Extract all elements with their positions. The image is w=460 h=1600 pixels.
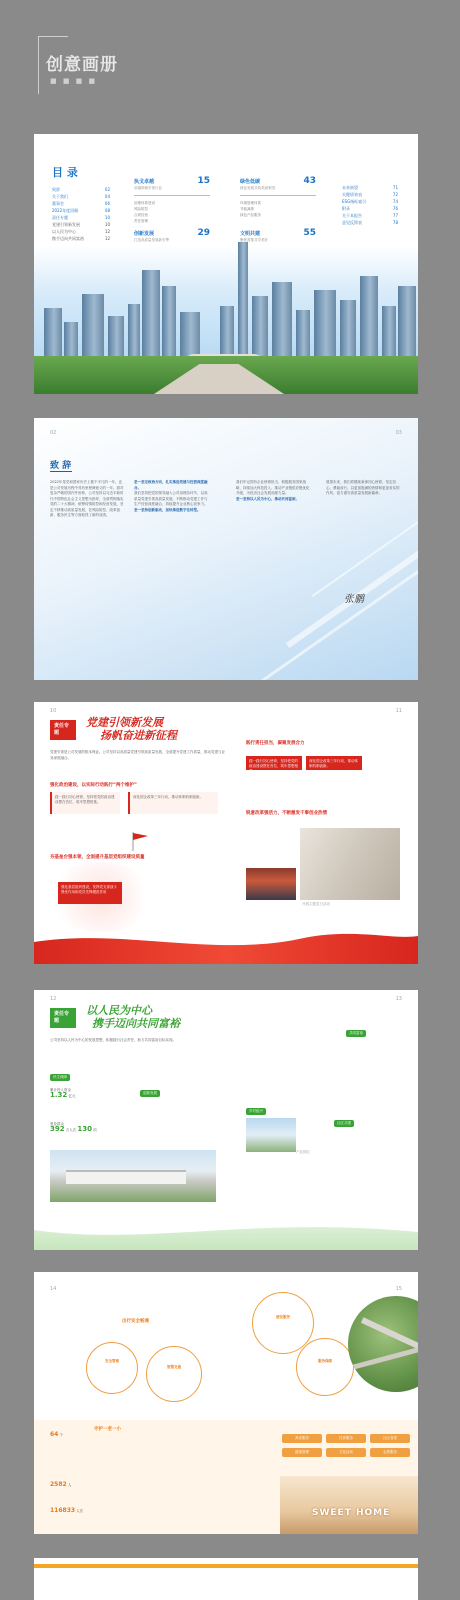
sweet-home-text: SWEET HOME <box>312 1508 391 1518</box>
speech-page <box>34 418 418 680</box>
stat-block <box>50 1122 160 1133</box>
stat-block <box>50 1482 71 1488</box>
speech-paragraph: 我们牢记国有企业使命担当，积极服务国家战略，持续加大科技投入，推动产业链供应链优化升级，为经济社会发展贡献力量。 <box>236 480 310 495</box>
chapter-item-label: 绿色产品服务 <box>240 212 261 217</box>
chapter-item-label: 环境管理体系 <box>240 200 261 205</box>
page-number: 14 <box>50 1286 57 1292</box>
intro-text: 公司坚持以人民为中心的发展思想，积极践行社会责任，助力共同富裕目标实现。 <box>50 1038 176 1042</box>
toc-right-list <box>342 184 398 226</box>
stat-unit: 人 <box>67 1483 72 1487</box>
stat-value: 1.32 <box>50 1091 68 1099</box>
chapter-number: 29 <box>197 228 210 238</box>
toc-item[interactable] <box>342 205 398 212</box>
family-photo <box>280 1476 418 1534</box>
section-tag: 责任专题 <box>50 1008 76 1028</box>
title-line: 党建引领新发展 <box>86 716 163 729</box>
toc-item-page: 06 <box>104 201 110 206</box>
people-page <box>34 990 418 1250</box>
subsection-heading: 出行安全畅通 <box>122 1319 149 1324</box>
speech-highlight: 坚一坚持创新驱动，加快推进数字化转型。 <box>134 507 201 512</box>
chapter-item-label: 治理体系建设 <box>134 200 155 205</box>
section-title <box>86 716 177 742</box>
stat-unit: 个 <box>59 1433 63 1437</box>
community-page <box>34 1272 418 1534</box>
service-pill: 托育服务 <box>326 1434 366 1443</box>
toc-item-page: 02 <box>104 187 110 192</box>
toc-item-label: 关于我们 <box>52 194 68 199</box>
category-chip: 民生保障 <box>50 1074 70 1081</box>
industrial-park-photo <box>50 1150 216 1202</box>
service-pill: 健康管理 <box>282 1448 322 1457</box>
speech-col-2 <box>134 480 208 513</box>
service-pill: 文化活动 <box>326 1448 366 1457</box>
page-number: 11 <box>395 708 402 714</box>
toc-item[interactable] <box>342 212 398 219</box>
speech-title: 致 辞 <box>50 461 72 471</box>
toc-item[interactable] <box>52 186 110 193</box>
toc-item[interactable] <box>52 221 110 228</box>
toc-item-page: 12 <box>104 229 110 234</box>
speech-col-4: 展望未来，我们将继续秉承初心使命，坚定信心、勇毅前行，以更加饱满的热情和更加务实的作风，奋力谱写高质量发展新篇章。 <box>326 480 400 495</box>
page-number: 12 <box>50 996 57 1002</box>
green-wave-decoration <box>34 1216 418 1250</box>
circle-heading: 安全管理 <box>105 1359 119 1363</box>
building-photo <box>246 1118 296 1152</box>
toc-item-label: 党建引领新发展 <box>52 222 80 227</box>
stat-value: 64 <box>50 1431 59 1438</box>
info-box: 践一践行初心使命，坚持把党的政治建设摆在首位，筑牢思想根基。 <box>50 792 120 814</box>
category-chip: 社区共建 <box>334 1120 354 1127</box>
subsection-heading: 夯基垒台强本领，全面提升基层党组织建设质量 <box>50 855 145 860</box>
chapter-subtitle: 绿色发展共筑美丽家园 <box>240 186 275 190</box>
toc-item-label: ESG指标索引 <box>342 199 367 204</box>
toc-item-page: 78 <box>392 220 398 225</box>
stat-block <box>50 1088 130 1099</box>
banner-dots: ■ ■ ■ ■ <box>50 77 98 85</box>
category-chip: 创新发展 <box>140 1090 160 1097</box>
chapter-title: 执戈卓越 <box>134 179 155 185</box>
toc-chapter-2 <box>240 178 316 218</box>
service-pill: 志愿服务 <box>370 1448 410 1457</box>
stat-unit: 亿元 <box>68 1094 76 1098</box>
stat-label: 惠及群众 <box>50 1122 64 1126</box>
chapter-item-label: 风险防控 <box>134 206 148 211</box>
speech-highlight: 坚一坚持以人民为中心，推动共同富裕。 <box>236 496 299 501</box>
toc-item-page: 74 <box>392 199 398 204</box>
service-pill: 社区食堂 <box>370 1434 410 1443</box>
stat-label: 累计投入资金 <box>50 1088 71 1092</box>
toc-item[interactable] <box>342 191 398 198</box>
category-chip: 乡村振兴 <box>246 1108 266 1115</box>
toc-item-label: 未来展望 <box>342 185 358 190</box>
next-page-preview <box>34 1558 418 1600</box>
info-box: 深化国企改革三年行动，推动体制机制创新。 <box>128 792 218 814</box>
chapter-item-label: 合规经营 <box>134 212 148 217</box>
toc-heading: 目 录 <box>52 166 78 179</box>
page-number: 03 <box>395 430 402 436</box>
banner <box>38 36 128 94</box>
toc-item[interactable] <box>342 184 398 191</box>
subsection-heading: 践行责任担当，凝聚发展合力 <box>246 741 305 746</box>
stat-value: 116833 <box>50 1507 76 1514</box>
speech-highlight: 坚一坚定政治方向，扎实推进党建与经营深度融合。 <box>134 480 208 490</box>
toc-item-page: 71 <box>392 185 398 190</box>
toc-item[interactable] <box>52 214 110 221</box>
exhibition-photo <box>300 828 400 900</box>
toc-item-label: 关键绩效表 <box>342 192 362 197</box>
toc-item-label: 以人民为中心 <box>52 229 76 234</box>
page-number: 13 <box>395 996 402 1002</box>
speech-col-1: 2022年是党和国家历史上极不平凡的一年，也是公司发展历程中具有里程碑意义的一年。面对复杂严峻的国内外形势，公司坚持以习近平新时代中国特色社会主义思想为指导，全面贯彻落实党的二十大精神，统筹疫情防控和经营发展，坚定不移推动高质量发展，在风险防控、改革创新、服务民生等方面取得了新的成绩。 <box>50 480 124 517</box>
intro-text: 党建引领是公司发展的根本保证。公司坚持以高质量党建引领高质量发展，全面提升党建工作质量，推动党建与业务深度融合。 <box>50 750 225 760</box>
chapter-item[interactable] <box>134 218 210 224</box>
toc-item[interactable] <box>52 200 110 207</box>
signature: 张鹏 <box>344 594 364 605</box>
stat-value: 130 <box>77 1125 92 1133</box>
meeting-photo <box>246 868 296 900</box>
section-tag: 责任专题 <box>50 720 76 740</box>
banner-title: 创意画册 <box>46 55 118 75</box>
toc-item-label: 意见反馈表 <box>342 220 362 225</box>
toc-item-page: 72 <box>392 192 398 197</box>
service-pill: 养老服务 <box>282 1434 322 1443</box>
info-circle <box>146 1346 202 1402</box>
info-circle <box>296 1338 354 1396</box>
chapter-number: 43 <box>303 176 316 186</box>
stat-block <box>50 1432 63 1438</box>
chapter-number: 15 <box>197 176 210 186</box>
toc-page <box>34 134 418 394</box>
toc-left-list <box>52 186 110 242</box>
chapter-title: 绿色低碳 <box>240 179 261 185</box>
stat-value: 392 <box>50 1125 65 1133</box>
page-number: 02 <box>50 430 57 436</box>
info-circle <box>86 1342 138 1394</box>
stat-unit: 项 <box>93 1128 97 1132</box>
circle-heading: 智慧交通 <box>167 1365 181 1369</box>
toc-item[interactable] <box>52 207 110 214</box>
toc-item-label: 致辞 <box>52 187 60 192</box>
photo-caption: 开展主题党日活动 <box>302 902 330 906</box>
toc-item-label: 附录 <box>342 206 350 211</box>
toc-item-page: 77 <box>392 213 398 218</box>
chapter-subtitle: 卓越领域引领行业 <box>134 186 162 190</box>
speech-col-3 <box>236 480 310 502</box>
toc-item-label: 2022年度回顾 <box>52 208 79 213</box>
toc-item-page: 10 <box>104 222 110 227</box>
city-skyline-image <box>34 246 418 394</box>
flag-icon <box>130 830 152 852</box>
stat-unit: 人次 <box>76 1509 84 1513</box>
highlight-box: 深化国企改革三年行动，推动体制机制创新。 <box>306 756 362 770</box>
title-line: 扬帆奋进新征程 <box>100 729 177 742</box>
photo-caption: 产业园区 <box>296 1150 310 1154</box>
speech-paragraph: 我们坚持把党的领导融入公司治理各环节，以高质量党建引领高质量发展，不断推动党建工作与生产经营深度融合，持续提升企业核心竞争力。 <box>134 491 208 506</box>
chapter-title: 创新发展 <box>134 231 155 237</box>
chapter-item-label: 责任管理 <box>134 218 148 223</box>
highlight-box: 践一践行初心使命，坚持把党的政治建设摆在首位，筑牢思想根基。 <box>246 756 302 770</box>
circle-heading: 服务保障 <box>318 1359 332 1363</box>
circle-heading: 便民服务 <box>276 1315 290 1319</box>
toc-item[interactable] <box>342 219 398 226</box>
chapter-number: 55 <box>303 228 316 238</box>
subsection-heading: 守护一老一小 <box>94 1427 121 1432</box>
chapter-item[interactable] <box>240 212 316 218</box>
chapter-subtitle: 打造高质量发展新引擎 <box>134 238 169 242</box>
orange-accent-bar <box>34 1564 418 1568</box>
highway-photo <box>348 1296 418 1392</box>
party-building-page <box>34 702 418 964</box>
section-title <box>86 1004 180 1030</box>
toc-chapter-1 <box>134 178 210 224</box>
category-chip: 共同富裕 <box>346 1030 366 1037</box>
title-underline <box>50 471 72 472</box>
toc-item-label: 携手迈向共同富裕 <box>52 236 84 241</box>
page-number: 15 <box>395 1286 402 1292</box>
toc-item[interactable] <box>342 198 398 205</box>
toc-item[interactable] <box>52 235 110 242</box>
stat-block <box>50 1508 83 1514</box>
toc-item-label: 董事会 <box>52 201 64 206</box>
chapter-subtitle: 聚焦善推共享美好 <box>240 238 268 242</box>
chapter-item-label: 节能减排 <box>240 206 254 211</box>
chapter-title: 文明共建 <box>240 231 261 237</box>
stat-unit: 万人次 <box>65 1128 77 1132</box>
toc-item-page: 76 <box>392 206 398 211</box>
highlight-box: 强化基层组织建设，发挥党支部战斗堡垒作用和党员先锋模范作用 <box>58 882 122 904</box>
title-line: 携手迈向共同富裕 <box>92 1017 180 1030</box>
subsection-heading: 锐意改革强活力，不断激发干事创业热情 <box>246 811 327 816</box>
red-wave-decoration <box>34 928 418 964</box>
toc-item-page: 04 <box>104 194 110 199</box>
toc-item-page: 12 <box>104 236 110 241</box>
title-line: 以人民为中心 <box>86 1004 152 1017</box>
page-number: 10 <box>50 708 57 714</box>
toc-item-page: 08 <box>104 208 110 213</box>
subsection-heading: 强化政治建设，以实际行动践行“两个维护” <box>50 783 137 788</box>
toc-item[interactable] <box>52 193 110 200</box>
toc-item-page: 10 <box>104 215 110 220</box>
toc-item-label: 关于本报告 <box>342 213 362 218</box>
toc-item-label: 责任专题 <box>52 215 68 220</box>
stat-value: 2582 <box>50 1481 67 1488</box>
toc-item[interactable] <box>52 228 110 235</box>
